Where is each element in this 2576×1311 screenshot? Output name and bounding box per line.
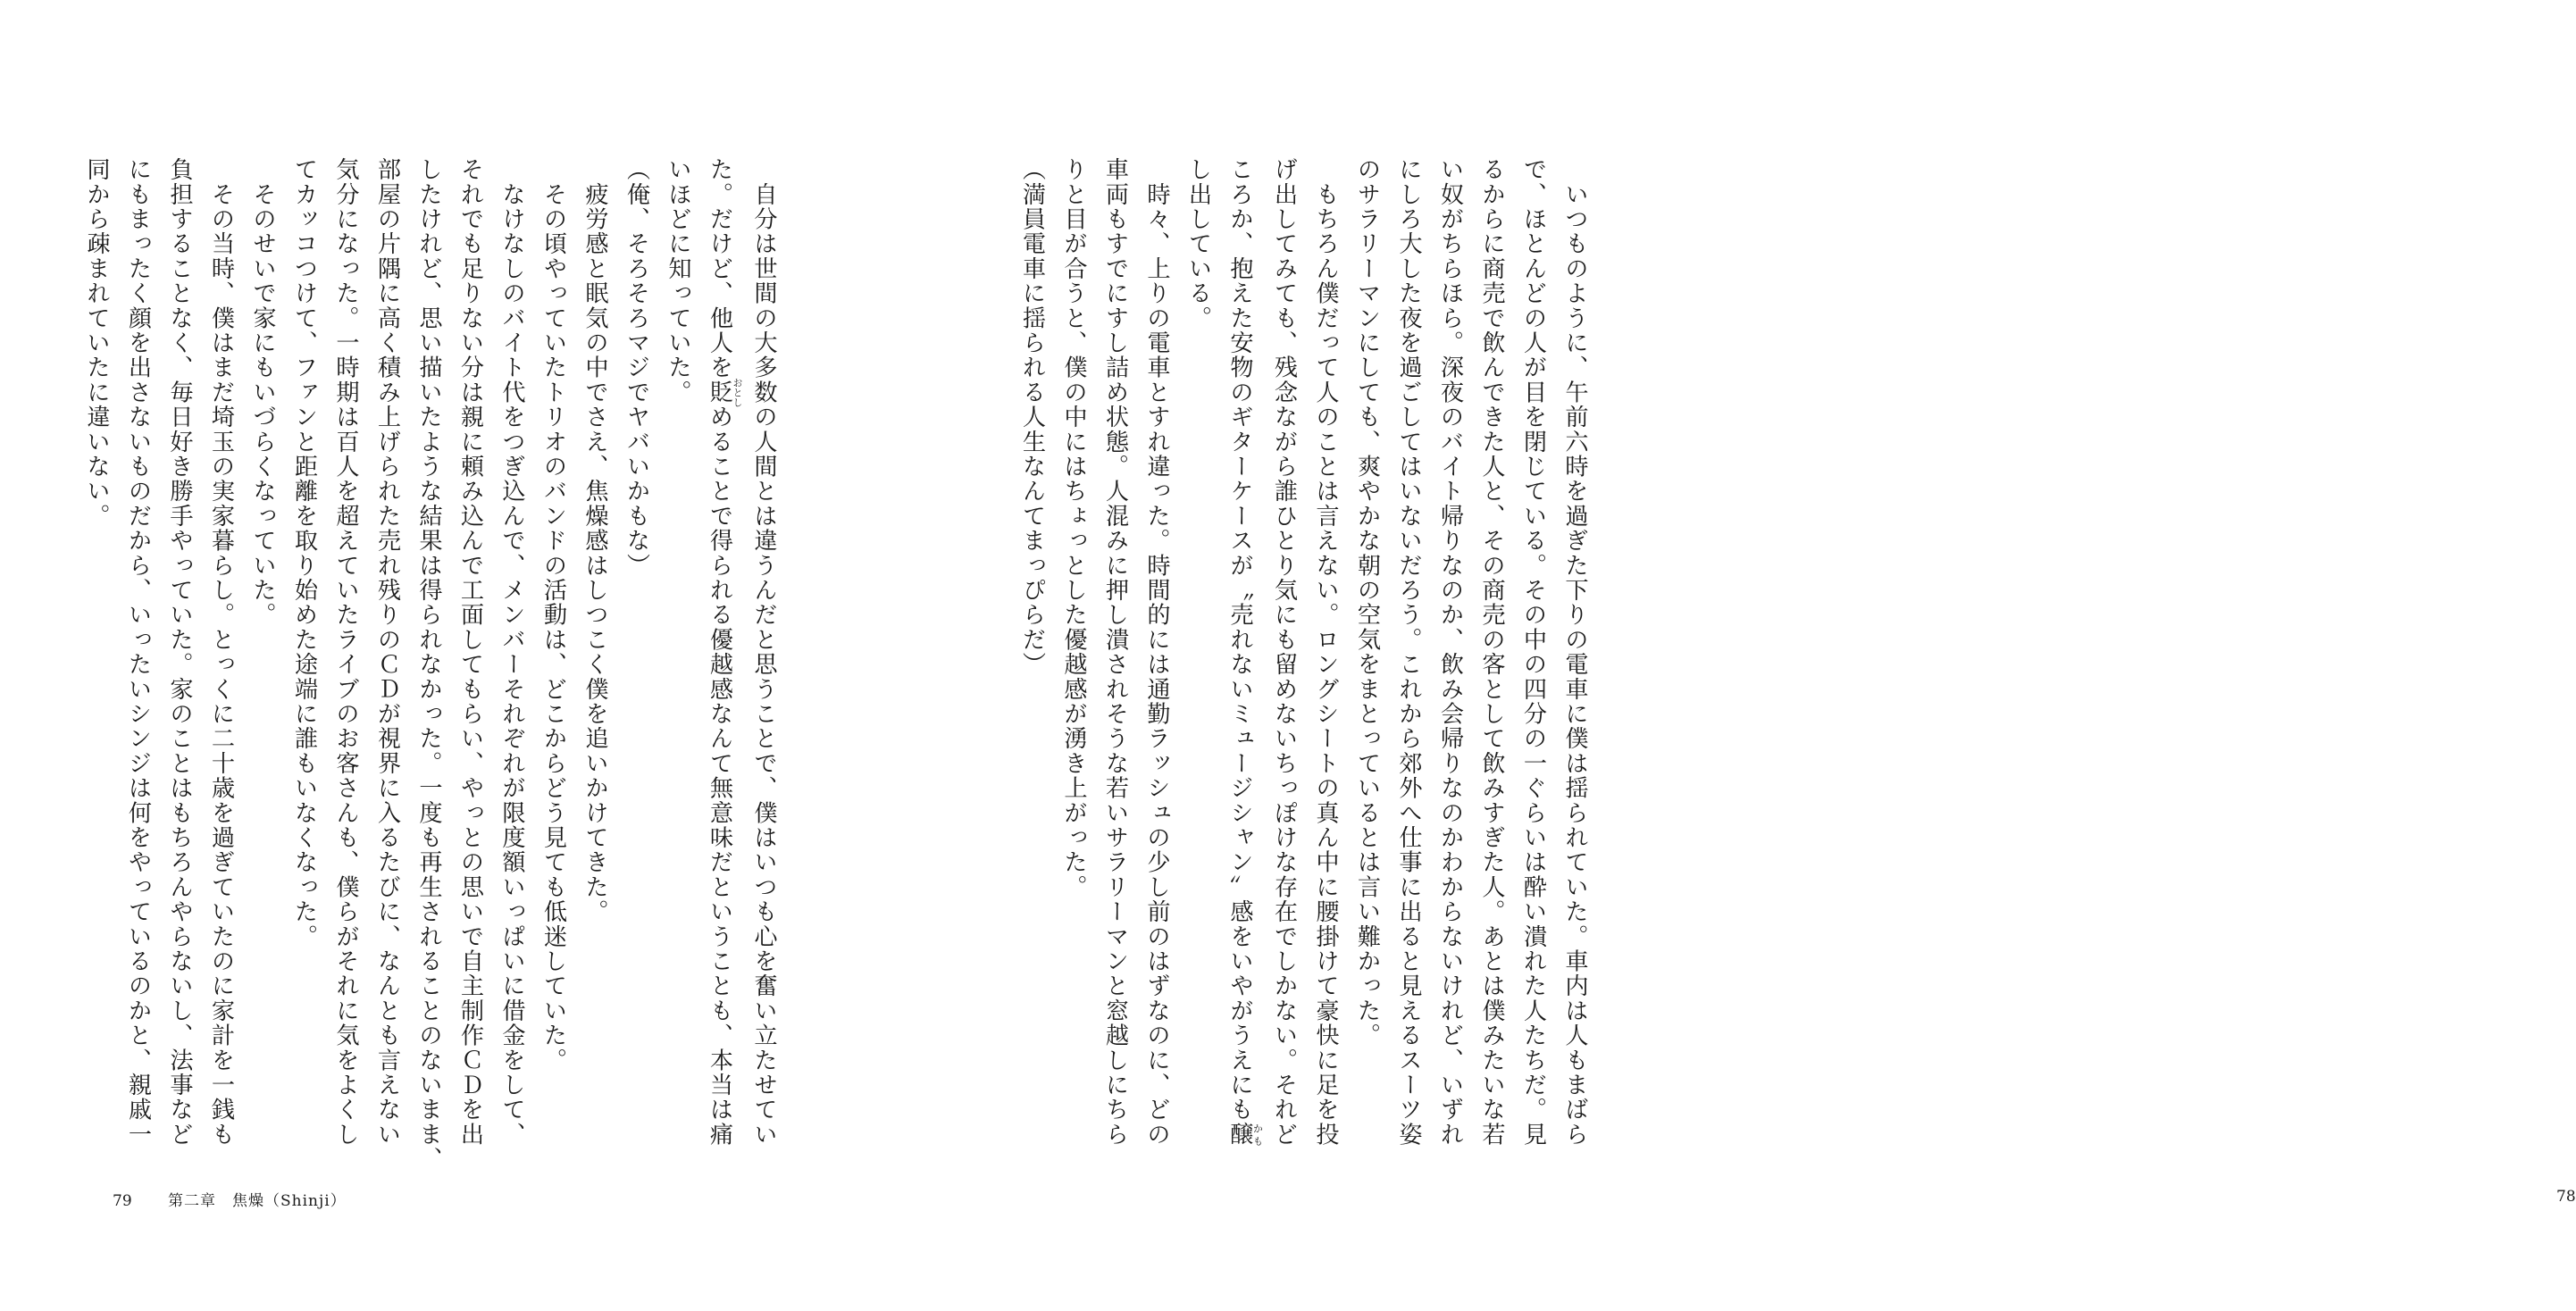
text-line: 時々、上りの電車とすれ違った。時間的には通勤ラッシュの少し前のはずなのに、どの: [1143, 157, 1170, 1147]
left-page-text: [83, 157, 784, 1172]
text-line: いほどに知っていた。: [665, 157, 691, 405]
right-page: [891, 0, 2576, 1311]
text-fragment: ころか、抱えた安物のギターケースが〝売れないミュージシャン〟感をいやがうえにも: [1226, 157, 1253, 1123]
text-line: にしろ大した夜を過ごしてはいないだろう。これから郊外へ仕事に出ると見えるスーツ姿: [1395, 157, 1422, 1147]
text-line: いつものように、午前六時を過ぎた下りの電車に僕は揺られていた。車内は人もまばら: [1561, 157, 1588, 1147]
text-line: のサラリーマンにしても、爽やかな朝の空気をまとっているとは言い難かった。: [1353, 157, 1381, 1048]
text-line: もちろん僕だって人のことは言えない。ロングシートの真ん中に腰掛けて豪快に足を投: [1312, 157, 1339, 1147]
text-line: 部屋の片隅に高く積み上げられた売れ残りのＣＤが視界に入るたびに、なんとも言えない: [373, 157, 401, 1147]
text-line: それでも足りない分は親に頼み込んで工面してもらい、やっとの思いで自主制作ＣＤを出: [456, 157, 484, 1147]
text-line: し出している。: [1184, 157, 1212, 330]
text-line: い奴がちらほら。深夜のバイト帰りなのか、飲み会帰りなのかわからないけれど、いずれ: [1436, 157, 1464, 1147]
ruby-annotation: [706, 377, 743, 407]
text-line: 自分は世間の大多数の人間とは違うんだと思うことで、僕はいつも心を奮い立たせてい: [750, 157, 777, 1147]
right-page-text: [1015, 157, 1595, 1148]
ruby-reading: おとし: [732, 377, 743, 407]
text-line: そのせいで家にもいづらくなっていた。: [249, 157, 276, 628]
text-line: したけれど、思い描いたような結果は得られなかった。一度も再生されることのないまま、: [415, 157, 442, 1172]
text-fragment: た。だけど、他人を: [706, 157, 733, 380]
ruby-reading: かも: [1251, 1122, 1264, 1148]
text-line: （俺、そろそろマジでヤバいかもな）: [623, 157, 650, 578]
ruby-annotation: [1226, 1122, 1264, 1148]
text-line: 疲労感と眠気の中でさえ、焦燥感はしつこく僕を追いかけてきた。: [581, 157, 608, 924]
text-line: その当時、僕はまだ埼玉の実家暮らし。とっくに二十歳を過ぎていたのに家計を一銭も: [207, 157, 235, 1147]
text-line: るからに商売で飲んできた人と、その商売の客として飲みすぎた人。あとは僕みたいな若: [1478, 157, 1505, 1147]
left-page: [0, 0, 891, 1311]
text-line: 負担することなく、毎日好き勝手やっていた。家のことはもちろんやらないし、法事など: [166, 157, 193, 1147]
page-number-left: 79: [113, 1192, 132, 1210]
ruby-base: 醸: [1226, 1122, 1253, 1148]
text-line: その頃やっていたトリオのバンドの活動は、どこからどう見ても低迷していた。: [539, 157, 567, 1073]
chapter-title: 第二章 焦燥（Shinji）: [168, 1192, 347, 1210]
text-line: 気分になった。一時期は百人を超えていたライブのお客さんも、僕らがそれに気をよくし: [332, 157, 359, 1147]
text-line-with-ruby: [1219, 157, 1264, 1148]
text-line: りと目が合うと、僕の中にはちょっとした優越感が湧き上がった。: [1060, 157, 1087, 899]
text-line: なけなしのバイト代をつぎ込んで、メンバーそれぞれが限度額いっぱいに借金をして、: [498, 157, 525, 1147]
text-line-with-ruby: [698, 157, 743, 1148]
text-line: てカッコつけて、ファンと距離を取り始めた途端に誰もいなくなった。: [290, 157, 318, 949]
page-number-right: 78: [2556, 1188, 2576, 1206]
text-fragment: めることで得られる優越感なんて無意味だということも、本当は痛: [706, 405, 733, 1148]
running-footer: [113, 1188, 347, 1210]
text-line: げ出してみても、残念ながら誰ひとり気にも留めないちっぽけな存在でしかない。それど: [1270, 157, 1298, 1147]
text-line: にもまったく顔を出さないものだから、いったいシンジは何をやっているのかと、親戚一: [124, 157, 152, 1147]
text-line: で、ほとんどの人が目を閉じている。その中の四分の一ぐらいは酔い潰れた人たちだ。見: [1519, 157, 1547, 1147]
text-line: 同から疎まれていたに違いない。: [83, 157, 110, 529]
text-line: （満員電車に揺られる人生なんてまっぴらだ）: [1018, 157, 1046, 677]
text-line: 車両もすでにすし詰め状態。人混みに押し潰されそうな若いサラリーマンと窓越しにちら: [1101, 157, 1129, 1147]
ruby-base: 貶: [706, 377, 733, 407]
